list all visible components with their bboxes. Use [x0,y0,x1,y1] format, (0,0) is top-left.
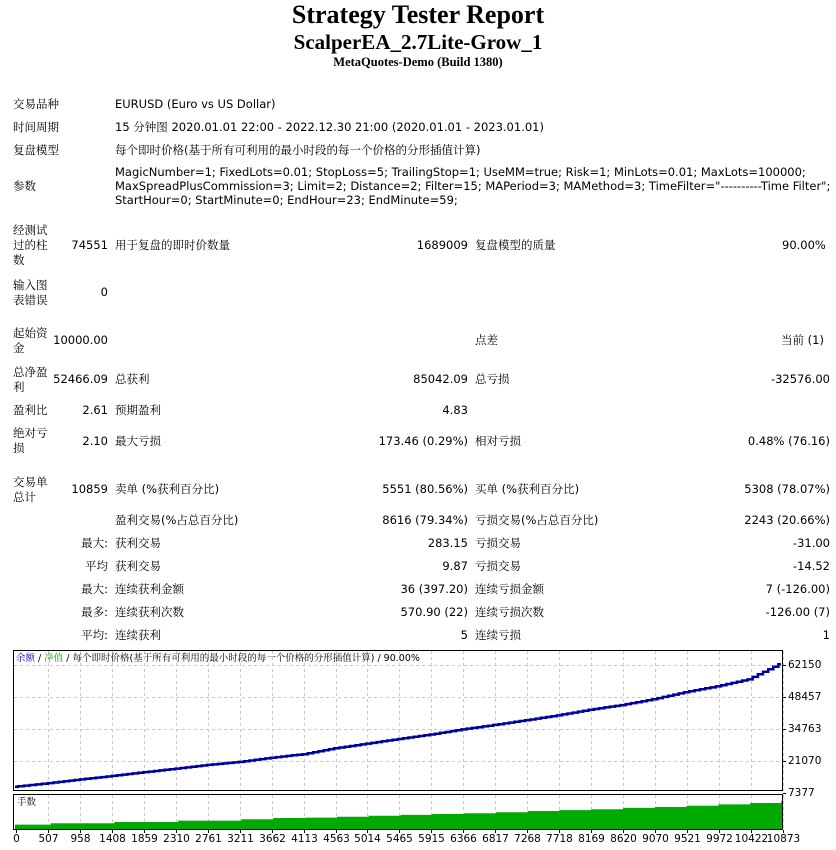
x-tick-label: 7718 [546,833,573,845]
row-right-label: 连续亏损金额 [475,582,544,596]
period-value: 15 分钟图 2020.01.01 22:00 - 2022.12.30 21:00 (2020.01.01 - 2023.01.01) [115,120,544,134]
x-tick-label: 9521 [674,833,701,845]
row-right-value: 7 (-126.00) [765,582,830,596]
net-profit-label-2: 利 [13,380,25,394]
x-tick-label: 4113 [291,833,318,845]
quality-value: 90.00% [782,238,826,252]
row-prefix: 最大: [81,536,108,550]
server-build: MetaQuotes-Demo (Build 1380) [333,55,503,69]
row-left-label: 连续获利 [115,628,161,642]
loss-trades-label: 亏损交易(%占总百分比) [475,513,599,527]
gross-profit-value: 85042.09 [413,372,468,386]
row-left-value: 283.15 [427,536,468,550]
ea-name: ScalperEA_2.7Lite-Grow_1 [293,30,543,54]
symbol-value: EURUSD (Euro vs US Dollar) [115,97,276,111]
abs-dd-label-2: 损 [13,441,25,455]
profit-factor-value: 2.61 [82,403,108,417]
row-right-label: 亏损交易 [475,559,521,573]
rel-dd-label: 相对亏损 [475,434,521,448]
rel-dd-value: 0.48% (76.16) [747,434,830,448]
x-tick-label: 8620 [610,833,637,845]
gross-loss-label: 总亏损 [475,372,510,386]
row-left-label: 连续获利金额 [115,582,184,596]
symbol-label: 交易品种 [13,97,59,111]
row-prefix: 平均 [85,559,108,573]
legend-rest: / 每个即时价格(基于所有可利用的最小时段的每一个价格的分形插值计算) / 90.00% [63,653,420,664]
period-label: 时间周期 [13,120,59,134]
long-trades-value: 5308 (78.07%) [744,482,830,496]
x-tick-label: 958 [70,833,91,845]
legend-sep: / [35,653,45,664]
spread-value: 当前 (1) [781,333,824,347]
row-left-label: 获利交易 [115,536,161,550]
bars-label-3: 数 [13,253,25,267]
total-trades-value: 10859 [71,482,108,496]
gross-loss-value: -32576.00 [770,372,830,386]
legend-equity: 净值 [44,653,64,664]
max-dd-value: 173.46 (0.29%) [378,434,468,448]
row-left-value: 5 [460,628,468,642]
x-tick-label: 5915 [418,833,445,845]
ticks-value: 1689009 [416,238,468,252]
row-right-label: 亏损交易 [475,536,521,550]
net-profit-value: 52466.09 [53,372,108,386]
y-tick-label: 48457 [788,691,822,703]
x-tick-label: 5465 [386,833,413,845]
x-tick-label: 9070 [642,833,669,845]
row-prefix: 最多: [81,605,108,619]
expected-payoff-label: 预期盈利 [115,403,161,417]
x-tick-label: 10422 [734,833,769,845]
x-tick-label: 3211 [227,833,254,845]
max-dd-label: 最大亏损 [115,434,161,448]
abs-dd-label-1: 绝对亏 [13,426,48,440]
row-left-value: 9.87 [442,559,468,573]
total-trades-label-2: 总计 [13,490,36,504]
deposit-label-1: 起始资 [13,326,48,340]
model-value: 每个即时价格(基于所有可利用的最小时段的每一个价格的分形插值计算) [115,143,481,157]
row-right-value: -31.00 [792,536,830,550]
row-right-label: 连续亏损次数 [475,605,544,619]
deposit-value: 10000.00 [53,333,108,347]
report-title: Strategy Tester Report [291,0,545,29]
y-tick-label: 7377 [788,787,815,799]
profit-trades-label: 盈利交易(%占总百分比) [115,513,239,527]
row-left-value: 36 (397.20) [400,582,468,596]
ticks-label: 用于复盘的即时价数量 [115,238,230,252]
row-left-label: 连续获利次数 [115,605,184,619]
row-prefix: 平均: [81,628,108,642]
row-right-value: -14.52 [792,559,830,573]
params-line-1: MagicNumber=1; FixedLots=0.01; StopLoss=5; TrailingStop=1; UseMM=true; Risk=1; MinLots=0.01; MaxLots=100000; [115,165,806,179]
quality-label: 复盘模型的质量 [475,238,556,252]
x-tick-label: 2310 [163,833,190,845]
params-line-2: MaxSpreadPlusCommission=3; Limit=2; Distance=2; Filter=15; MAPeriod=3; MAMethod=3; TimeFilter="----------Time Filter"; [115,179,831,193]
total-trades-label-1: 交易单 [13,475,48,489]
row-left-label: 获利交易 [115,559,161,573]
x-tick-label: 10873 [766,833,801,845]
loss-trades-value: 2243 (20.66%) [744,513,830,527]
x-tick-label: 6366 [450,833,477,845]
model-label: 复盘模型 [13,143,59,157]
net-profit-label-1: 总净盈 [13,365,48,379]
short-trades-value: 5551 (80.56%) [382,482,468,496]
legend-balance: 余额 [16,653,36,664]
x-tick-label: 9972 [706,833,733,845]
x-tick-label: 3662 [259,833,286,845]
abs-dd-value: 2.10 [82,434,108,448]
bars-label-1: 经测试 [13,223,48,237]
row-right-value: 1 [822,628,830,642]
row-prefix: 最大: [81,582,108,596]
row-right-value: -126.00 (7) [765,605,830,619]
errors-label-2: 表错误 [13,293,48,307]
x-tick-label: 0 [13,833,20,845]
bars-label-2: 过的柱 [13,238,48,252]
x-tick-label: 7268 [514,833,541,845]
x-tick-label: 1408 [99,833,126,845]
params-line-3: StartHour=0; StartMinute=0; EndHour=23; EndMinute=59; [115,193,458,207]
volume-label: 手数 [17,797,37,808]
x-tick-label: 4563 [323,833,350,845]
params-label: 参数 [13,179,36,193]
row-left-value: 570.90 (22) [400,605,468,619]
bars-value: 74551 [71,238,108,252]
expected-payoff-value: 4.83 [442,403,468,417]
spread-label: 点差 [475,333,498,347]
x-tick-label: 5014 [354,833,381,845]
errors-value: 0 [100,285,108,299]
short-trades-label: 卖单 (%获利百分比) [115,482,220,496]
deposit-label-2: 金 [13,341,25,355]
x-tick-label: 8169 [578,833,605,845]
gross-profit-label: 总获利 [115,372,150,386]
errors-label-1: 输入图 [13,278,48,292]
y-tick-label: 34763 [788,723,822,735]
x-tick-label: 6817 [482,833,509,845]
x-tick-label: 2761 [195,833,222,845]
long-trades-label: 买单 (%获利百分比) [475,482,580,496]
x-tick-label: 507 [38,833,59,845]
chart-legend [16,653,420,665]
profit-factor-label: 盈利比 [13,403,48,417]
profit-trades-value: 8616 (79.34%) [382,513,468,527]
x-tick-label: 1859 [131,833,158,845]
y-tick-label: 62150 [788,659,822,671]
y-tick-label: 21070 [788,755,822,767]
row-right-label: 连续亏损 [475,628,521,642]
